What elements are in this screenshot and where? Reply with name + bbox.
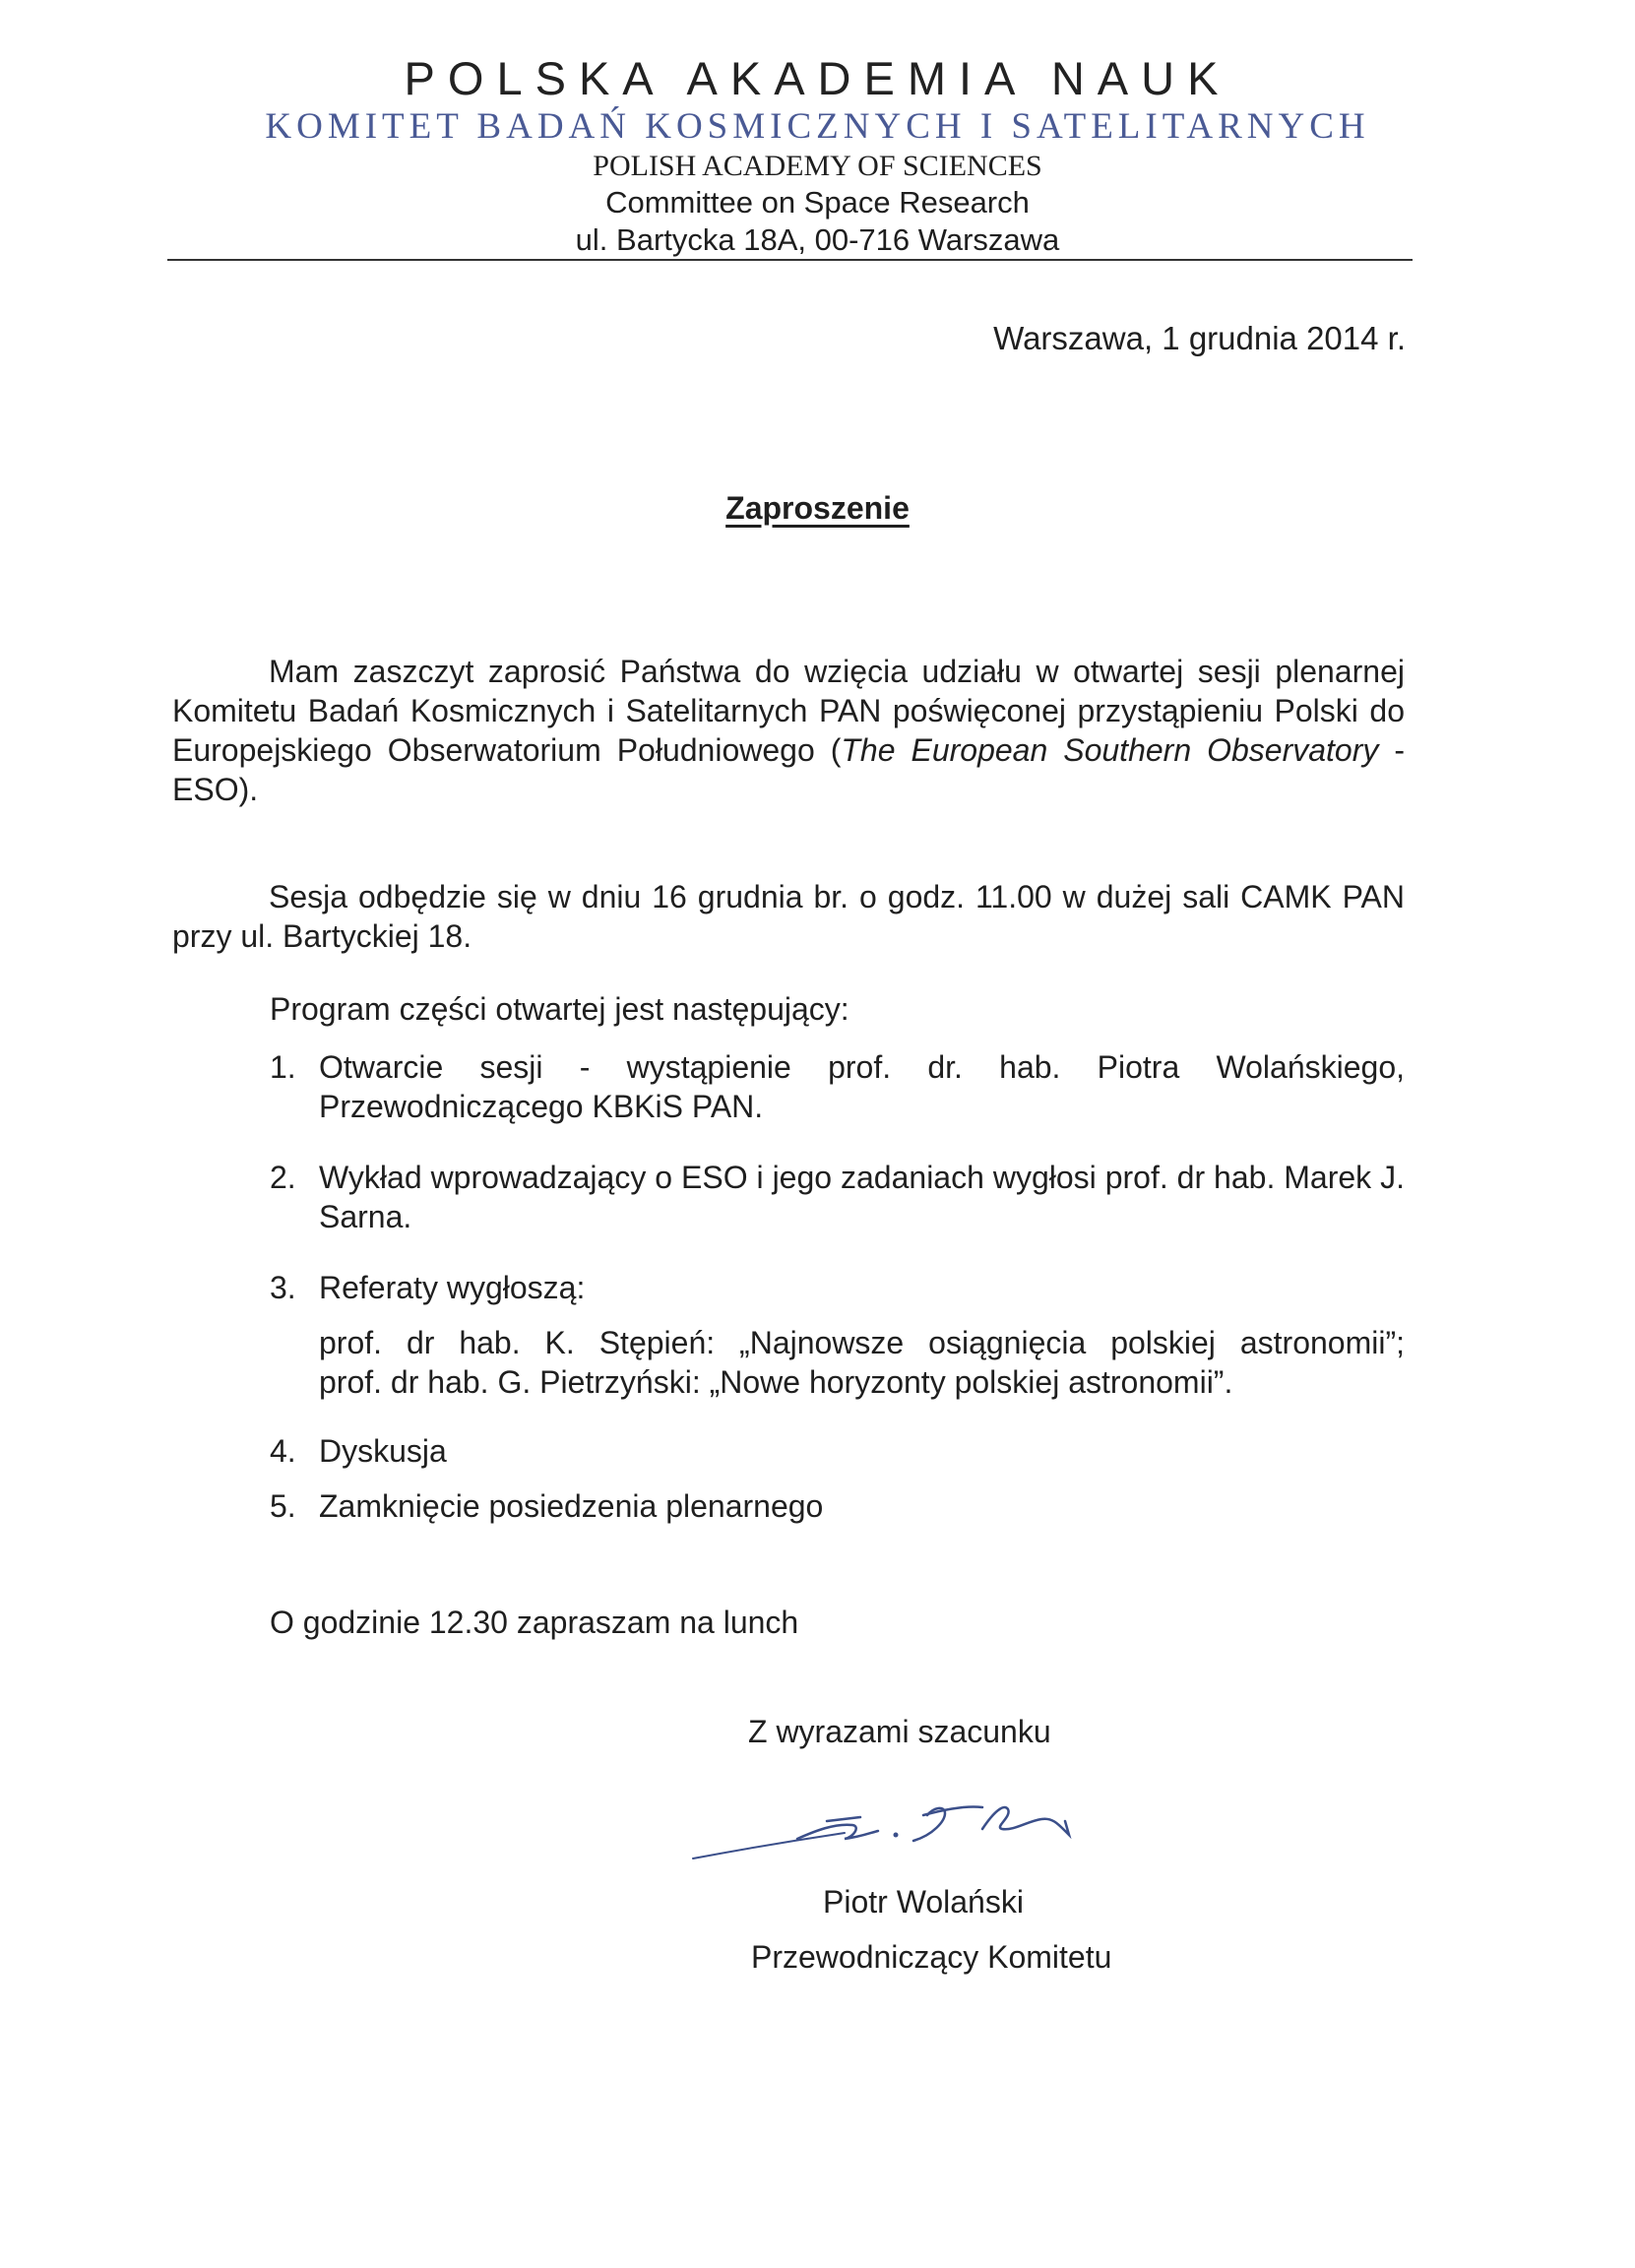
program-item [270,1158,1405,1236]
program-item [270,1431,1405,1471]
program-item-text: Zamknięcie posiedzenia plenarnego [319,1488,824,1524]
program-item-number: 1. [270,1049,296,1085]
program-intro: Program części otwartej jest następujący: [270,991,849,1027]
program-item-number: 2. [270,1160,296,1195]
program-item-number: 4. [270,1433,296,1469]
paragraph-invitation-italic: The European Southern Observatory [841,732,1379,768]
program-item-text: Referaty wygłoszą: [319,1270,586,1305]
paragraph-session [172,877,1405,956]
letterhead-address: ul. Bartycka 18A, 00-716 Warszawa [575,222,1060,257]
letterhead-divider [167,259,1413,261]
referat-item: prof. dr hab. K. Stępień: „Najnowsze osiągnięcia polskiej astronomii”; [319,1325,1405,1360]
signer-title: Przewodniczący Komitetu [751,1939,1112,1975]
letterhead-committee-pl: KOMITET BADAŃ KOSMICZNYCH I SATELITARNYCH [265,106,1370,147]
program-item [270,1486,1405,1526]
letterhead-academy-en: POLISH ACADEMY OF SCIENCES [593,150,1042,182]
program-item-text: Wykład wprowadzający o ESO i jego zadaniach wygłosi prof. dr hab. Marek J. Sarna. [319,1160,1405,1234]
program-item-number: 3. [270,1270,296,1305]
signer-name: Piotr Wolański [823,1884,1024,1920]
program-item [270,1047,1405,1126]
paragraph-invitation-end: - ESO). [172,732,1406,807]
closing-phrase: Z wyrazami szacunku [748,1714,1051,1749]
paragraph-invitation-text: Mam zaszczyt zaprosić Państwa do wzięcia udziału w otwartej sesji plenarnej Komitetu Badań Kosmicznych i Satelitarnych PAN poświęconej przystąpieniu Polski do Europejskiego Obserwatorium Południowego ( [172,654,1405,768]
letter-title: Zaproszenie [725,490,910,526]
letter-date: Warszawa, 1 grudnia 2014 r. [993,320,1406,356]
letterhead-academy-pl: POLSKA AKADEMIA NAUK [404,52,1231,104]
handwritten-signature [687,1782,1120,1880]
paragraph-invitation [172,652,1405,809]
program-item-number: 5. [270,1488,296,1524]
paragraph-session-text: Sesja odbędzie się w dniu 16 grudnia br. o godz. 11.00 w dużej sali CAMK PAN przy ul. Bartyckiej 18. [172,879,1405,954]
program-referaty [319,1323,1405,1402]
program-item [270,1268,1405,1402]
program-item-text: Dyskusja [319,1433,447,1469]
lunch-note: O godzinie 12.30 zapraszam na lunch [270,1605,799,1640]
letterhead-committee-en: Committee on Space Research [605,185,1030,220]
program-item-text: Otwarcie sesji - wystąpienie prof. dr. hab. Piotra Wolańskiego, Przewodniczącego KBKiS PAN. [319,1049,1405,1124]
referat-item: prof. dr hab. G. Pietrzyński: „Nowe horyzonty polskiej astronomii”. [319,1364,1233,1400]
